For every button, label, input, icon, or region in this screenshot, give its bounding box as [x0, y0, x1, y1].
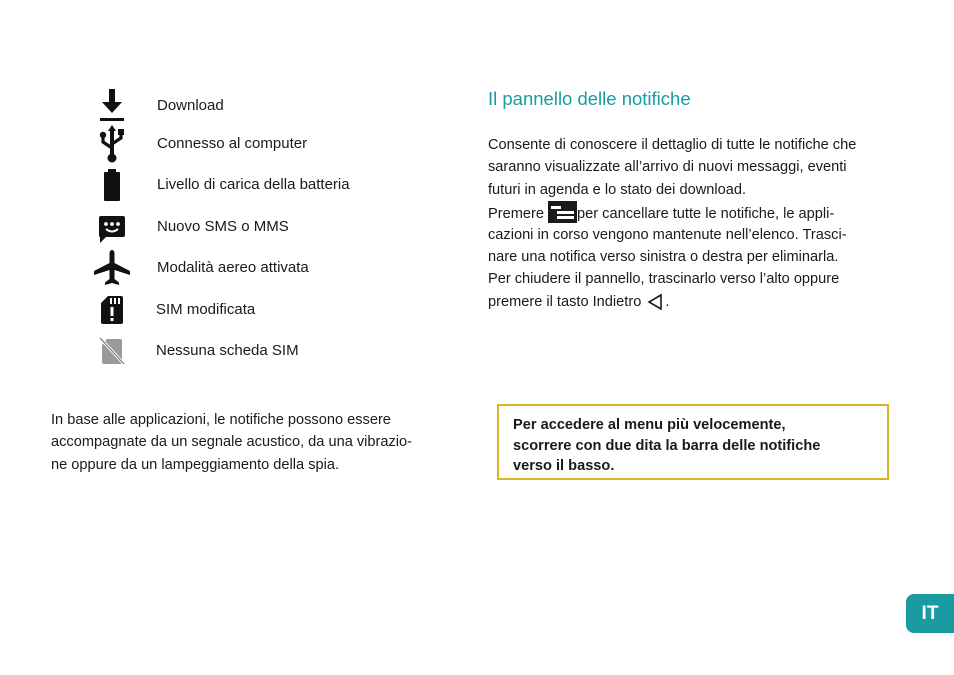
battery-icon [92, 167, 132, 203]
text-line: verso il basso. [513, 458, 615, 474]
icon-label: Nessuna scheda SIM [156, 342, 299, 359]
language-tab: IT [906, 594, 954, 633]
icon-row-no-sim [0, 333, 460, 373]
icon-label: Connesso al computer [157, 135, 308, 152]
icon-row-sim-changed [0, 292, 460, 332]
panel-description [488, 134, 904, 313]
icon-label: SIM modificata [156, 301, 256, 318]
back-icon [645, 293, 665, 318]
no-sim-icon [92, 333, 132, 369]
icon-label: Download [157, 97, 224, 114]
icon-row-sms [0, 209, 460, 249]
usb-icon [92, 126, 132, 162]
text-line: Per accedere al menu più velocemente, [513, 417, 786, 433]
sim-alert-icon [92, 292, 132, 328]
section-heading: Il pannello delle notifiche [488, 88, 691, 109]
text-fragment: premere il tasto Indietro [488, 293, 642, 310]
text-line: Per chiudere il pannello, trascinarlo verso l’alto oppure [488, 271, 840, 288]
text-line-with-clear-icon [488, 201, 904, 223]
icon-row-usb [0, 126, 460, 166]
text-line: In base alle applicazioni, le notifiche possono essere [51, 412, 391, 428]
icon-label: Modalità aereo attivata [157, 259, 309, 276]
tip-box [497, 404, 889, 480]
text-line: nare una notifica verso sinistra o destra per eliminarla. [488, 248, 839, 265]
airplane-icon [92, 250, 132, 286]
icon-row-download [0, 88, 460, 128]
text-line: saranno visualizzate all’arrivo di nuovi messaggi, eventi [488, 159, 847, 176]
icon-row-battery [0, 167, 460, 207]
icon-label: Nuovo SMS o MMS [157, 218, 289, 235]
text-line: Consente di conoscere il dettaglio di tutte le notifiche che [488, 137, 857, 153]
text-line: accompagnate da un segnale acustico, da una vibrazio- [51, 434, 413, 451]
text-line: ne oppure da un lampeggiamento della spia. [51, 456, 340, 473]
icon-row-airplane [0, 250, 460, 290]
text-line-with-back-icon [488, 291, 904, 313]
icon-label: Livello di carica della batteria [157, 176, 350, 193]
text-line: cazioni in corso vengono mantenute nell’elenco. Trasci- [488, 226, 847, 243]
text-line: futuri in agenda e lo stato dei download. [488, 181, 747, 198]
text-line: scorrere con due dita la barra delle notifiche [513, 437, 821, 454]
notification-alerts-note [51, 409, 471, 476]
text-fragment: per cancellare tutte le notifiche, le appli- [577, 206, 835, 223]
sms-icon [92, 212, 132, 248]
tip-text [513, 415, 820, 477]
text-fragment: Premere [488, 206, 544, 223]
text-fragment: . [665, 293, 670, 310]
download-icon [92, 88, 132, 124]
